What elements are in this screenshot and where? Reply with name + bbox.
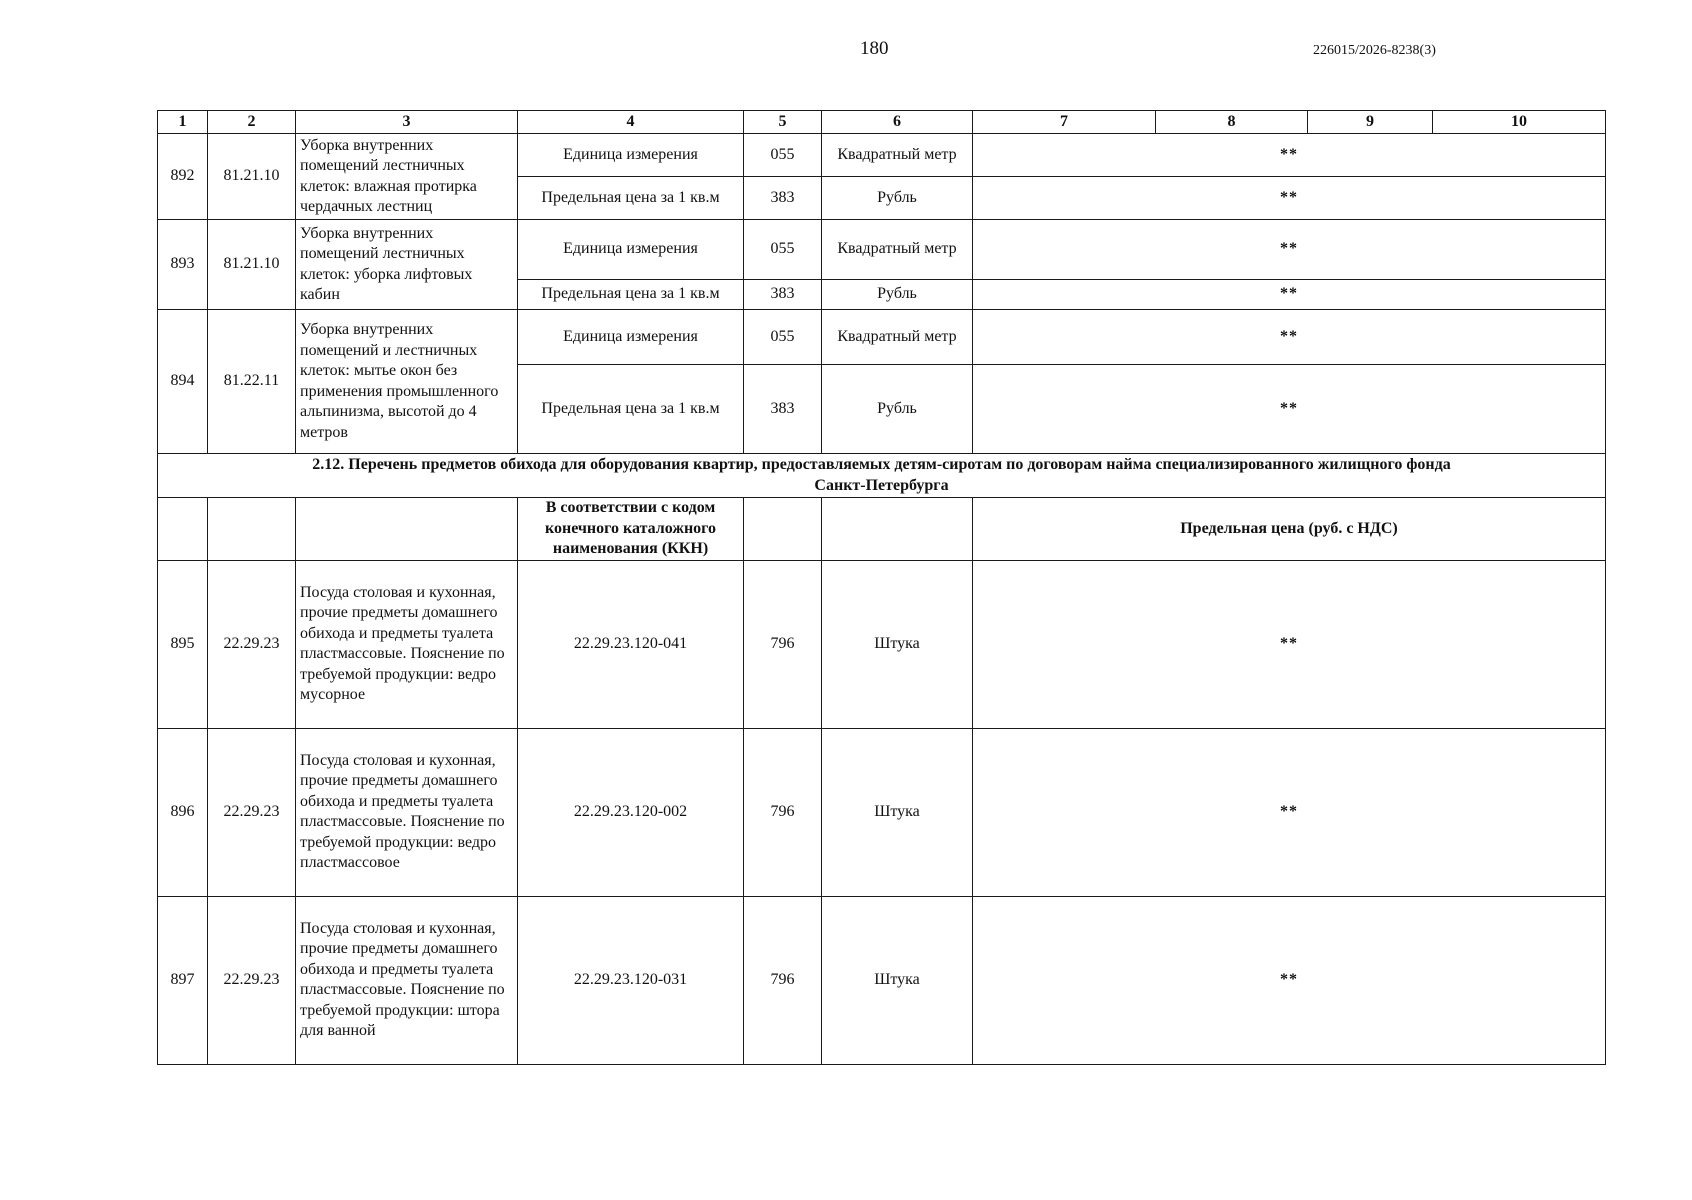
param-name: Единица измерения [518, 134, 744, 177]
ktru-code: 22.29.23.120-031 [518, 896, 744, 1064]
okpd2-code: 22.29.23 [208, 896, 296, 1064]
row-number: 896 [158, 728, 208, 896]
section-title-row [158, 454, 1606, 498]
section-header-row [158, 498, 1606, 561]
param-name: Единица измерения [518, 220, 744, 280]
empty-cell [158, 498, 208, 561]
row-number: 893 [158, 220, 208, 310]
col-num-7: 7 [973, 111, 1156, 134]
page-number: 180 [860, 38, 889, 59]
unit-name: Квадратный метр [822, 134, 973, 177]
okei-code: 796 [744, 728, 822, 896]
param-name: Предельная цена за 1 кв.м [518, 177, 744, 220]
col-num-5: 5 [744, 111, 822, 134]
okpd2-code: 81.22.11 [208, 310, 296, 454]
price-value: ** [973, 177, 1606, 220]
price-value: ** [973, 134, 1606, 177]
item-name: Посуда столовая и кухонная, прочие предметы домашнего обихода и предметы туалета пластмассовые. Пояснение по требуемой продукции: ведро пластмассовое [296, 728, 518, 896]
price-value: ** [973, 560, 1606, 728]
price-value: ** [973, 310, 1606, 365]
ktru-column-header: В соответствии с кодом конечного каталожного наименования (ККН) [518, 498, 744, 561]
col-num-9: 9 [1308, 111, 1433, 134]
empty-cell [296, 498, 518, 561]
col-num-3: 3 [296, 111, 518, 134]
section-title-line-1: 2.12. Перечень предметов обихода для оборудования квартир, предоставляемых детям-сиротам по договорам найма специализированного жилищного фонда [312, 456, 1451, 473]
row-number: 895 [158, 560, 208, 728]
col-num-6: 6 [822, 111, 973, 134]
unit-name: Штука [822, 728, 973, 896]
price-column-header: Предельная цена (руб. с НДС) [973, 498, 1606, 561]
section-title [158, 454, 1606, 498]
row-number: 892 [158, 134, 208, 220]
price-value: ** [973, 728, 1606, 896]
unit-name: Рубль [822, 177, 973, 220]
item-name: Посуда столовая и кухонная, прочие предметы домашнего обихода и предметы туалета пластмассовые. Пояснение по требуемой продукции: штора для ванной [296, 896, 518, 1064]
item-name: Уборка внутренних помещений лестничных клеток: уборка лифтовых кабин [296, 220, 518, 310]
param-name: Предельная цена за 1 кв.м [518, 365, 744, 454]
col-num-2: 2 [208, 111, 296, 134]
okei-code: 055 [744, 220, 822, 280]
price-value: ** [973, 365, 1606, 454]
okpd2-code: 81.21.10 [208, 134, 296, 220]
table-row [158, 134, 1606, 177]
empty-cell [822, 498, 973, 561]
col-num-8: 8 [1156, 111, 1308, 134]
item-name: Уборка внутренних помещений и лестничных клеток: мытье окон без применения промышленного альпинизма, высотой до 4 метров [296, 310, 518, 454]
param-name: Предельная цена за 1 кв.м [518, 280, 744, 310]
okei-code: 055 [744, 310, 822, 365]
price-value: ** [973, 280, 1606, 310]
okpd2-code: 22.29.23 [208, 560, 296, 728]
item-name: Уборка внутренних помещений лестничных клеток: влажная протирка чердачных лестниц [296, 134, 518, 220]
unit-name: Квадратный метр [822, 310, 973, 365]
table-row [158, 728, 1606, 896]
okei-code: 796 [744, 896, 822, 1064]
empty-cell [744, 498, 822, 561]
col-num-10: 10 [1433, 111, 1606, 134]
price-value: ** [973, 220, 1606, 280]
unit-name: Рубль [822, 365, 973, 454]
section-title-line-2: Санкт-Петербурга [814, 476, 949, 494]
row-number: 894 [158, 310, 208, 454]
registry-table [157, 110, 1606, 1065]
col-num-4: 4 [518, 111, 744, 134]
table-row [158, 310, 1606, 365]
okei-code: 383 [744, 365, 822, 454]
okpd2-code: 81.21.10 [208, 220, 296, 310]
document-reference: 226015/2026-8238(3) [1313, 43, 1436, 58]
unit-name: Штука [822, 896, 973, 1064]
okei-code: 383 [744, 177, 822, 220]
price-value: ** [973, 896, 1606, 1064]
item-name: Посуда столовая и кухонная, прочие предметы домашнего обихода и предметы туалета пластмассовые. Пояснение по требуемой продукции: ведро мусорное [296, 560, 518, 728]
okei-code: 055 [744, 134, 822, 177]
ktru-code: 22.29.23.120-041 [518, 560, 744, 728]
okpd2-code: 22.29.23 [208, 728, 296, 896]
table-row [158, 220, 1606, 280]
unit-name: Рубль [822, 280, 973, 310]
empty-cell [208, 498, 296, 561]
unit-name: Квадратный метр [822, 220, 973, 280]
param-name: Единица измерения [518, 310, 744, 365]
row-number: 897 [158, 896, 208, 1064]
okei-code: 796 [744, 560, 822, 728]
unit-name: Штука [822, 560, 973, 728]
ktru-code: 22.29.23.120-002 [518, 728, 744, 896]
table-row [158, 560, 1606, 728]
okei-code: 383 [744, 280, 822, 310]
column-number-row [158, 111, 1606, 134]
col-num-1: 1 [158, 111, 208, 134]
table-row [158, 896, 1606, 1064]
